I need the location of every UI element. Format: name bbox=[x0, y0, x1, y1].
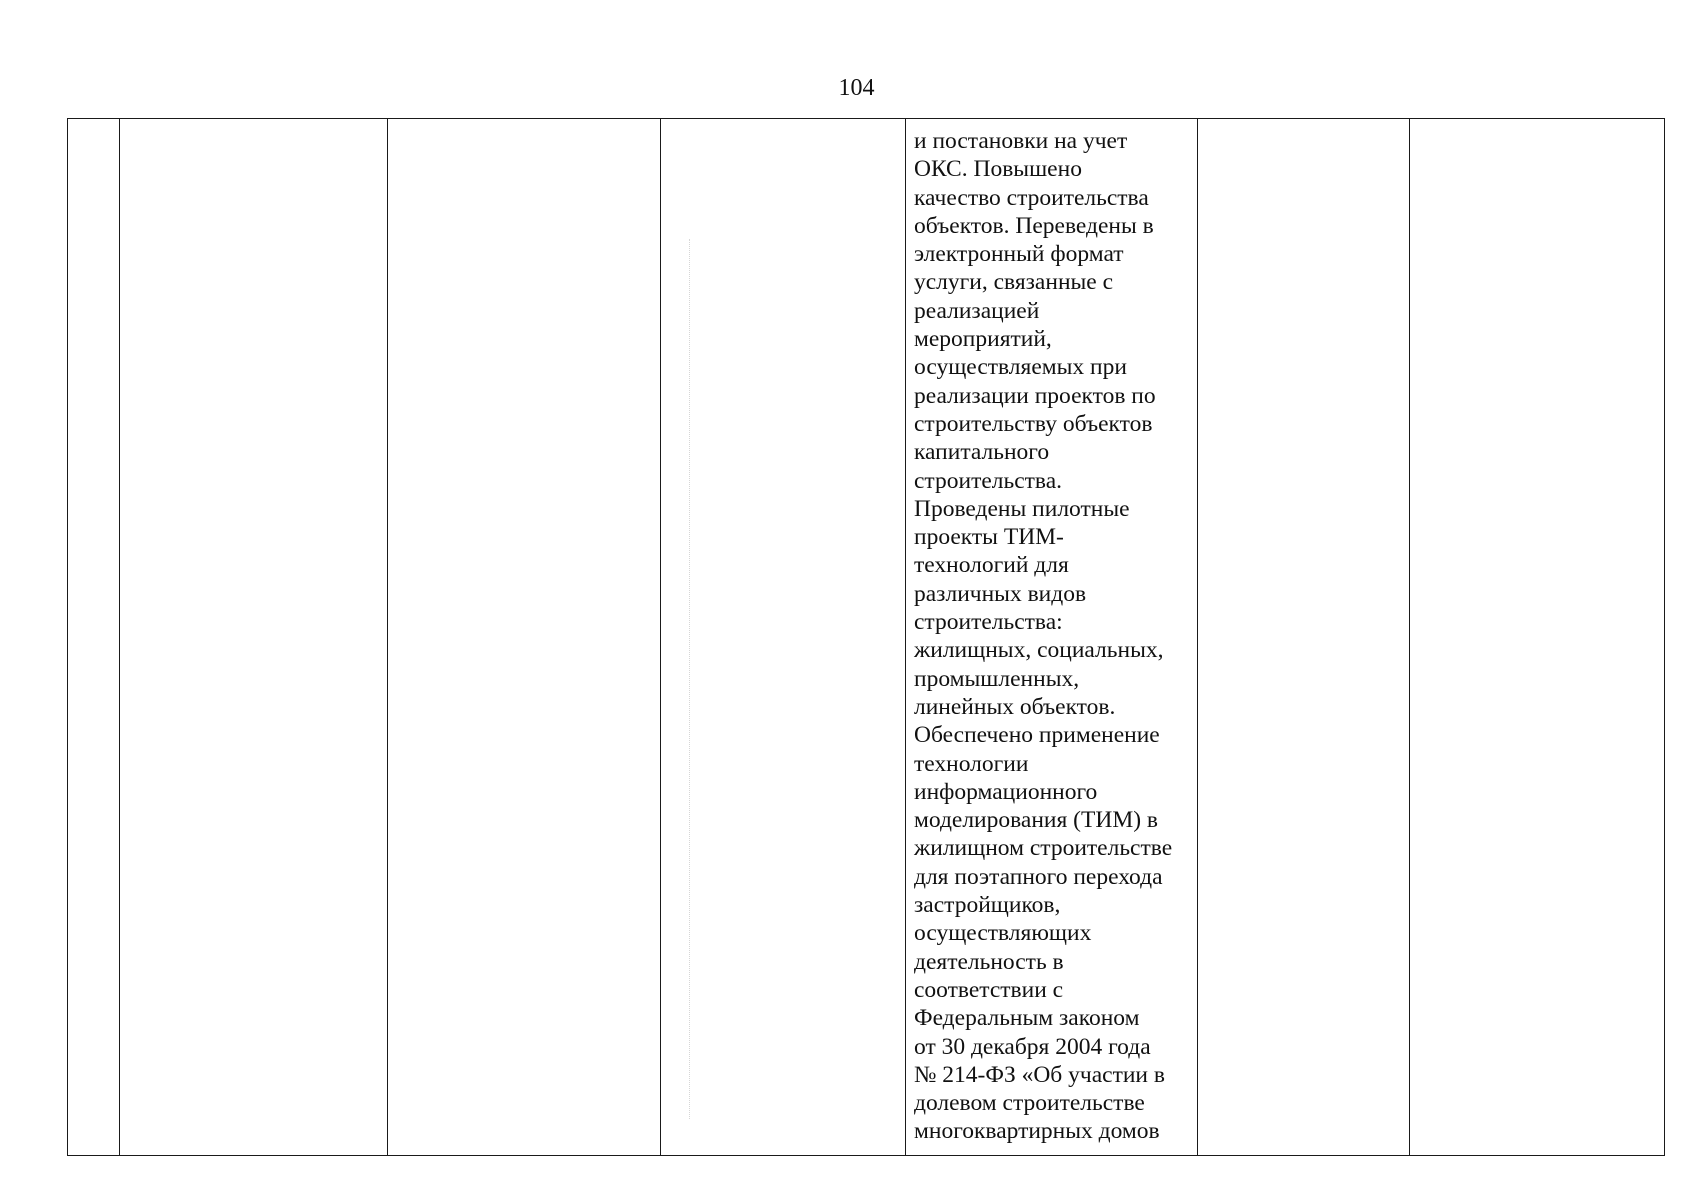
text-line: строительства: bbox=[914, 609, 1063, 636]
text-line: соответствии с bbox=[914, 976, 1064, 1003]
text-line: промышленных, bbox=[914, 665, 1080, 692]
text-line: строительства. bbox=[914, 467, 1062, 494]
table-row bbox=[68, 119, 1665, 1156]
text-line: объектов. Переведены в bbox=[914, 212, 1154, 239]
text-line: технологии bbox=[914, 750, 1029, 777]
text-line: долевом строительстве bbox=[914, 1090, 1145, 1117]
text-line: электронный формат bbox=[914, 241, 1124, 268]
text-line: проекты ТИМ- bbox=[914, 524, 1064, 551]
text-line: линейных объектов. bbox=[914, 693, 1116, 720]
table-cell-5 bbox=[906, 119, 1198, 1156]
text-line: Проведены пилотные bbox=[914, 495, 1130, 522]
text-line: услуги, связанные с bbox=[914, 269, 1114, 296]
text-line: строительству объектов bbox=[914, 410, 1153, 437]
text-line: осуществляющих bbox=[914, 920, 1092, 947]
table-cell-7 bbox=[1410, 119, 1665, 1156]
text-line: деятельность в bbox=[914, 948, 1064, 975]
table-cell-4 bbox=[661, 119, 906, 1156]
results-text bbox=[906, 119, 1197, 1146]
text-line: мероприятий, bbox=[914, 326, 1052, 353]
text-line: Обеспечено применение bbox=[914, 722, 1160, 749]
text-line: технологий для bbox=[914, 552, 1069, 579]
page-number: 104 bbox=[838, 75, 875, 101]
scan-artifact-line bbox=[689, 239, 690, 1119]
table-cell-1 bbox=[68, 119, 120, 1156]
text-line: застройщиков, bbox=[914, 892, 1061, 919]
table-cell-2 bbox=[120, 119, 388, 1156]
text-line: жилищном строительстве bbox=[914, 835, 1173, 862]
text-line: качество строительства bbox=[914, 184, 1149, 211]
table-cell-6 bbox=[1198, 119, 1410, 1156]
text-line: реализацией bbox=[914, 297, 1040, 324]
text-line: № 214-ФЗ «Об участии в bbox=[914, 1061, 1165, 1088]
text-line: моделирования (ТИМ) в bbox=[914, 807, 1159, 834]
text-line: ОКС. Повышено bbox=[914, 156, 1082, 183]
document-table bbox=[67, 118, 1665, 1156]
text-line: различных видов bbox=[914, 580, 1087, 607]
text-line: осуществляемых при bbox=[914, 354, 1127, 381]
text-line: жилищных, социальных, bbox=[914, 637, 1164, 664]
text-line: информационного bbox=[914, 778, 1098, 805]
text-line: Федеральным законом bbox=[914, 1005, 1140, 1032]
text-line: многоквартирных домов bbox=[914, 1118, 1160, 1145]
text-line: от 30 декабря 2004 года bbox=[914, 1033, 1151, 1060]
text-line: и постановки на учет bbox=[914, 128, 1128, 154]
text-line: капитального bbox=[914, 439, 1050, 466]
text-line: реализации проектов по bbox=[914, 382, 1156, 409]
text-line: для поэтапного перехода bbox=[914, 863, 1163, 890]
table-cell-3 bbox=[388, 119, 661, 1156]
